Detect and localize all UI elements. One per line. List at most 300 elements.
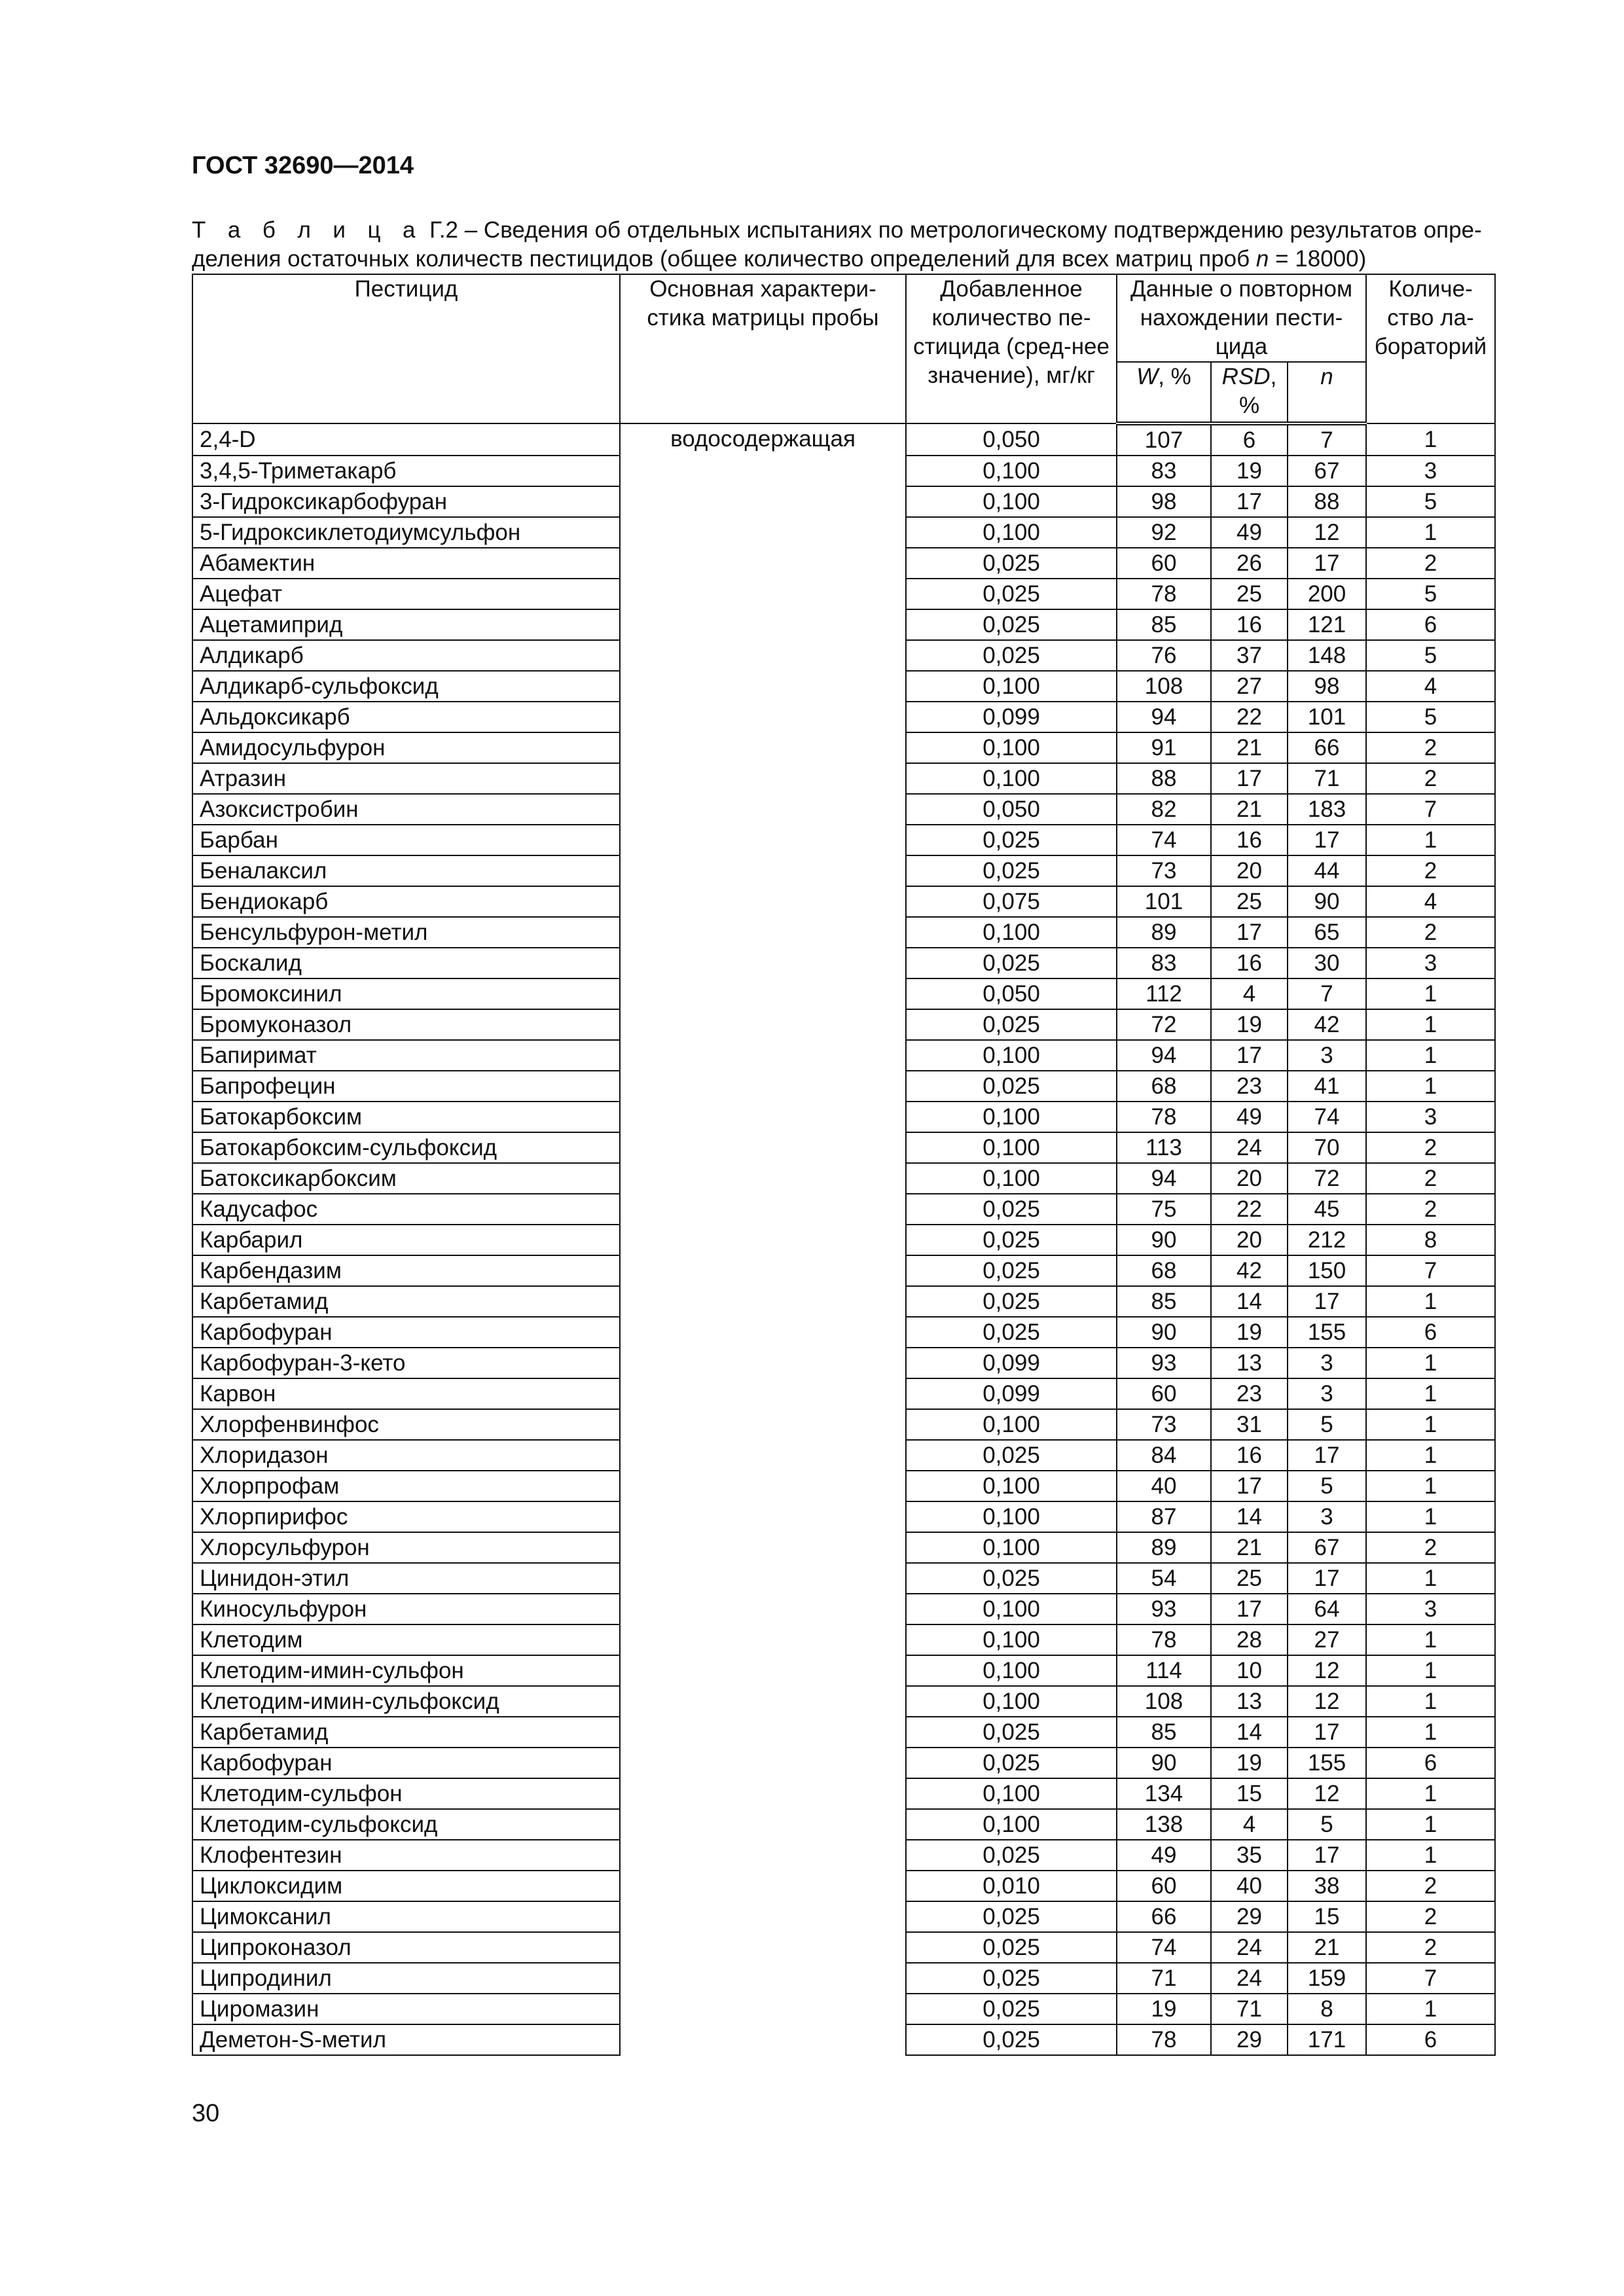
cell-pesticide: Карбетамид [192,1717,620,1748]
cell-pesticide: Карбарил [192,1225,620,1255]
cell-w: 94 [1117,1163,1211,1194]
header-n [1288,362,1366,423]
cell-w: 75 [1117,1194,1211,1225]
cell-rsd: 15 [1211,1778,1288,1809]
cell-added-amount: 0,100 [906,1686,1117,1717]
cell-w: 85 [1117,1717,1211,1748]
cell-n: 17 [1288,825,1366,855]
cell-pesticide: Боскалид [192,948,620,978]
header-rsd [1211,362,1288,423]
header-repeat-findings: Данные о повторном нахождении пести-цида [1117,274,1366,362]
cell-added-amount: 0,099 [906,1378,1117,1409]
cell-n: 17 [1288,548,1366,579]
cell-w: 90 [1117,1748,1211,1778]
cell-added-amount: 0,025 [906,1286,1117,1317]
cell-added-amount: 0,025 [906,1840,1117,1871]
header-w-unit: , % [1158,364,1191,389]
cell-labs: 2 [1366,1871,1495,1901]
cell-n: 42 [1288,1009,1366,1040]
cell-pesticide: Клетодим-сульфон [192,1778,620,1809]
cell-pesticide: Деметон-S-метил [192,2024,620,2055]
cell-added-amount: 0,025 [906,1194,1117,1225]
cell-pesticide: Ацетамиприд [192,609,620,640]
cell-pesticide: Амидосульфурон [192,732,620,763]
cell-n: 41 [1288,1071,1366,1102]
cell-labs: 5 [1366,579,1495,609]
cell-pesticide: Цинидон-этил [192,1563,620,1594]
cell-rsd: 19 [1211,1317,1288,1348]
cell-labs: 1 [1366,1040,1495,1071]
cell-rsd: 24 [1211,1932,1288,1963]
cell-pesticide: Бенсульфурон-метил [192,917,620,948]
cell-pesticide: Хлорсульфурон [192,1532,620,1563]
cell-rsd: 19 [1211,456,1288,486]
cell-rsd: 14 [1211,1286,1288,1317]
cell-pesticide: Карбофуран [192,1748,620,1778]
cell-n: 44 [1288,855,1366,886]
cell-labs: 1 [1366,1071,1495,1102]
cell-pesticide: Карбендазим [192,1255,620,1286]
cell-w: 94 [1117,702,1211,732]
cell-pesticide: Азоксистробин [192,794,620,825]
cell-labs: 1 [1366,1624,1495,1655]
cell-n: 5 [1288,1409,1366,1440]
cell-labs: 3 [1366,456,1495,486]
cell-labs: 1 [1366,825,1495,855]
cell-labs: 2 [1366,732,1495,763]
cell-n: 98 [1288,671,1366,702]
cell-rsd: 16 [1211,948,1288,978]
cell-w: 83 [1117,456,1211,486]
cell-n: 121 [1288,609,1366,640]
cell-rsd: 17 [1211,1594,1288,1624]
cell-n: 159 [1288,1963,1366,1994]
cell-pesticide: Циклоксидим [192,1871,620,1901]
cell-w: 113 [1117,1132,1211,1163]
cell-rsd: 22 [1211,702,1288,732]
cell-n: 171 [1288,2024,1366,2055]
cell-added-amount: 0,025 [906,1225,1117,1255]
cell-w: 107 [1117,423,1211,456]
cell-added-amount: 0,100 [906,917,1117,948]
cell-pesticide: Батокарбоксим [192,1102,620,1132]
cell-added-amount: 0,050 [906,978,1117,1009]
cell-w: 82 [1117,794,1211,825]
cell-added-amount: 0,010 [906,1871,1117,1901]
header-rsd-symbol: RSD [1221,364,1271,389]
cell-added-amount: 0,025 [906,1994,1117,2024]
cell-pesticide: 5-Гидроксиклетодиумсульфон [192,517,620,548]
cell-w: 89 [1117,917,1211,948]
cell-rsd: 14 [1211,1717,1288,1748]
cell-n: 3 [1288,1378,1366,1409]
cell-added-amount: 0,025 [906,1563,1117,1594]
cell-added-amount: 0,100 [906,1624,1117,1655]
cell-pesticide: Бромуконазол [192,1009,620,1040]
header-w-symbol: W [1136,364,1159,389]
cell-pesticide: Ципродинил [192,1963,620,1994]
cell-rsd: 4 [1211,1809,1288,1840]
cell-pesticide: Хлорфенвинфос [192,1409,620,1440]
cell-added-amount: 0,075 [906,886,1117,917]
cell-rsd: 14 [1211,1501,1288,1532]
cell-n: 30 [1288,948,1366,978]
cell-pesticide: Абамектин [192,548,620,579]
cell-labs: 1 [1366,1686,1495,1717]
pesticide-table [192,274,1496,2056]
cell-added-amount: 0,100 [906,517,1117,548]
cell-labs: 2 [1366,1532,1495,1563]
cell-added-amount: 0,100 [906,1778,1117,1809]
cell-labs: 3 [1366,1594,1495,1624]
cell-pesticide: Алдикарб-сульфоксид [192,671,620,702]
cell-w: 71 [1117,1963,1211,1994]
cell-added-amount: 0,050 [906,423,1117,456]
cell-labs: 1 [1366,1655,1495,1686]
cell-w: 73 [1117,855,1211,886]
table-label: Т а б л и ц а [192,217,424,243]
cell-rsd: 35 [1211,1840,1288,1871]
cell-labs: 7 [1366,1255,1495,1286]
cell-n: 38 [1288,1871,1366,1901]
cell-added-amount: 0,025 [906,1932,1117,1963]
cell-added-amount: 0,025 [906,1963,1117,1994]
cell-n: 3 [1288,1348,1366,1378]
cell-n: 183 [1288,794,1366,825]
cell-labs: 1 [1366,517,1495,548]
cell-n: 150 [1288,1255,1366,1286]
cell-rsd: 21 [1211,732,1288,763]
cell-pesticide: Киносульфурон [192,1594,620,1624]
cell-added-amount: 0,100 [906,456,1117,486]
cell-rsd: 17 [1211,1040,1288,1071]
cell-rsd: 19 [1211,1009,1288,1040]
cell-pesticide: Клофентезин [192,1840,620,1871]
cell-n: 67 [1288,1532,1366,1563]
cell-n: 65 [1288,917,1366,948]
cell-labs: 8 [1366,1225,1495,1255]
cell-n: 70 [1288,1132,1366,1163]
cell-w: 83 [1117,948,1211,978]
cell-pesticide: Кадусафос [192,1194,620,1225]
cell-rsd: 29 [1211,1901,1288,1932]
cell-labs: 1 [1366,1809,1495,1840]
cell-rsd: 26 [1211,548,1288,579]
cell-rsd: 13 [1211,1348,1288,1378]
cell-rsd: 10 [1211,1655,1288,1686]
cell-added-amount: 0,100 [906,1040,1117,1071]
cell-labs: 2 [1366,763,1495,794]
cell-w: 85 [1117,609,1211,640]
cell-pesticide: Клетодим-имин-сульфон [192,1655,620,1686]
cell-pesticide: Цимоксанил [192,1901,620,1932]
cell-pesticide: 3-Гидроксикарбофуран [192,486,620,517]
cell-w: 54 [1117,1563,1211,1594]
cell-n: 12 [1288,1655,1366,1686]
cell-w: 112 [1117,978,1211,1009]
cell-labs: 2 [1366,1163,1495,1194]
cell-w: 78 [1117,579,1211,609]
cell-n: 67 [1288,456,1366,486]
cell-w: 114 [1117,1655,1211,1686]
cell-pesticide: Альдоксикарб [192,702,620,732]
cell-labs: 2 [1366,1132,1495,1163]
table-body [192,423,1495,2055]
cell-labs: 6 [1366,1748,1495,1778]
table-number: Г.2 [423,217,459,243]
cell-n: 17 [1288,1440,1366,1471]
cell-n: 12 [1288,1686,1366,1717]
cell-w: 90 [1117,1317,1211,1348]
cell-n: 15 [1288,1901,1366,1932]
caption-line-2a: деления остаточных количеств пестицидов (общее количество определений для всех матриц проб [192,246,1256,272]
cell-labs: 1 [1366,1286,1495,1317]
cell-rsd: 24 [1211,1132,1288,1163]
cell-pesticide: Бромоксинил [192,978,620,1009]
header-rsd-unit: , % [1238,364,1277,418]
cell-rsd: 23 [1211,1071,1288,1102]
cell-added-amount: 0,100 [906,1471,1117,1501]
cell-labs: 1 [1366,1378,1495,1409]
cell-n: 212 [1288,1225,1366,1255]
cell-n: 200 [1288,579,1366,609]
cell-n: 3 [1288,1040,1366,1071]
cell-w: 72 [1117,1009,1211,1040]
cell-n: 74 [1288,1102,1366,1132]
cell-rsd: 29 [1211,2024,1288,2055]
cell-added-amount: 0,100 [906,1163,1117,1194]
cell-labs: 5 [1366,640,1495,671]
cell-rsd: 17 [1211,917,1288,948]
cell-added-amount: 0,025 [906,1748,1117,1778]
cell-pesticide: Клетодим [192,1624,620,1655]
cell-n: 45 [1288,1194,1366,1225]
cell-n: 155 [1288,1748,1366,1778]
cell-w: 66 [1117,1901,1211,1932]
cell-w: 60 [1117,548,1211,579]
cell-added-amount: 0,025 [906,948,1117,978]
cell-pesticide: Бендиокарб [192,886,620,917]
cell-pesticide: Хлорпрофам [192,1471,620,1501]
cell-rsd: 21 [1211,794,1288,825]
cell-added-amount: 0,025 [906,609,1117,640]
cell-labs: 3 [1366,1102,1495,1132]
cell-rsd: 16 [1211,609,1288,640]
cell-n: 17 [1288,1563,1366,1594]
cell-added-amount: 0,025 [906,579,1117,609]
cell-pesticide: Карбофуран-3-кето [192,1348,620,1378]
cell-labs: 4 [1366,886,1495,917]
cell-pesticide: Ципроконазол [192,1932,620,1963]
cell-labs: 1 [1366,978,1495,1009]
cell-rsd: 19 [1211,1748,1288,1778]
cell-labs: 6 [1366,609,1495,640]
cell-w: 93 [1117,1348,1211,1378]
cell-labs: 1 [1366,1471,1495,1501]
cell-n: 21 [1288,1932,1366,1963]
cell-added-amount: 0,025 [906,855,1117,886]
cell-n: 148 [1288,640,1366,671]
cell-w: 73 [1117,1409,1211,1440]
cell-w: 78 [1117,1102,1211,1132]
cell-w: 108 [1117,1686,1211,1717]
cell-added-amount: 0,025 [906,1717,1117,1748]
cell-n: 3 [1288,1501,1366,1532]
cell-n: 17 [1288,1717,1366,1748]
cell-added-amount: 0,025 [906,1317,1117,1348]
table-row [192,423,1495,456]
cell-added-amount: 0,100 [906,1532,1117,1563]
cell-n: 12 [1288,517,1366,548]
cell-n: 7 [1288,978,1366,1009]
cell-labs: 7 [1366,1963,1495,1994]
cell-added-amount: 0,100 [906,732,1117,763]
cell-n: 64 [1288,1594,1366,1624]
caption-line-2b: = 18000) [1269,246,1367,272]
cell-added-amount: 0,100 [906,1501,1117,1532]
cell-added-amount: 0,025 [906,1901,1117,1932]
header-n-symbol: n [1320,364,1333,389]
cell-n: 71 [1288,763,1366,794]
cell-pesticide: Карбофуран [192,1317,620,1348]
cell-w: 138 [1117,1809,1211,1840]
cell-rsd: 22 [1211,1194,1288,1225]
cell-labs: 1 [1366,1778,1495,1809]
cell-labs: 1 [1366,1563,1495,1594]
cell-w: 90 [1117,1225,1211,1255]
header-labs: Количе-ство ла-бораторий [1366,274,1495,423]
cell-w: 68 [1117,1071,1211,1102]
cell-rsd: 20 [1211,1163,1288,1194]
cell-w: 60 [1117,1378,1211,1409]
cell-rsd: 49 [1211,517,1288,548]
cell-pesticide: Ацефат [192,579,620,609]
cell-w: 74 [1117,825,1211,855]
cell-added-amount: 0,100 [906,1655,1117,1686]
cell-rsd: 21 [1211,1532,1288,1563]
cell-labs: 1 [1366,1994,1495,2024]
cell-w: 78 [1117,1624,1211,1655]
cell-pesticide: Карвон [192,1378,620,1409]
cell-rsd: 13 [1211,1686,1288,1717]
cell-pesticide: Клетодим-сульфоксид [192,1809,620,1840]
cell-added-amount: 0,025 [906,1440,1117,1471]
caption-n: n [1255,246,1269,272]
cell-added-amount: 0,025 [906,640,1117,671]
cell-w: 49 [1117,1840,1211,1871]
cell-w: 94 [1117,1040,1211,1071]
cell-pesticide: 3,4,5-Триметакарб [192,456,620,486]
cell-added-amount: 0,025 [906,1255,1117,1286]
cell-rsd: 25 [1211,886,1288,917]
cell-labs: 2 [1366,855,1495,886]
cell-added-amount: 0,025 [906,825,1117,855]
cell-pesticide: Циромазин [192,1994,620,2024]
cell-labs: 3 [1366,948,1495,978]
cell-rsd: 6 [1211,423,1288,456]
cell-rsd: 17 [1211,763,1288,794]
cell-matrix: водосодержащая [620,423,906,2055]
cell-rsd: 20 [1211,1225,1288,1255]
cell-added-amount: 0,099 [906,1348,1117,1378]
cell-w: 108 [1117,671,1211,702]
cell-n: 5 [1288,1809,1366,1840]
cell-n: 90 [1288,886,1366,917]
cell-rsd: 16 [1211,1440,1288,1471]
cell-rsd: 4 [1211,978,1288,1009]
cell-labs: 1 [1366,1009,1495,1040]
cell-pesticide: Батокарбоксим-сульфоксид [192,1132,620,1163]
header-matrix: Основная характери-стика матрицы пробы [620,274,906,423]
cell-w: 76 [1117,640,1211,671]
cell-labs: 1 [1366,1501,1495,1532]
document-title: ГОСТ 32690—2014 [192,152,414,179]
cell-labs: 2 [1366,1901,1495,1932]
cell-rsd: 42 [1211,1255,1288,1286]
cell-labs: 1 [1366,1409,1495,1440]
cell-labs: 7 [1366,794,1495,825]
cell-pesticide: Атразин [192,763,620,794]
cell-labs: 6 [1366,1317,1495,1348]
cell-labs: 5 [1366,702,1495,732]
cell-rsd: 28 [1211,1624,1288,1655]
cell-n: 17 [1288,1286,1366,1317]
cell-added-amount: 0,100 [906,763,1117,794]
cell-added-amount: 0,025 [906,1009,1117,1040]
cell-n: 27 [1288,1624,1366,1655]
cell-w: 19 [1117,1994,1211,2024]
cell-w: 93 [1117,1594,1211,1624]
cell-labs: 4 [1366,671,1495,702]
cell-rsd: 25 [1211,579,1288,609]
cell-added-amount: 0,025 [906,2024,1117,2055]
page-number: 30 [192,2100,220,2127]
cell-added-amount: 0,025 [906,548,1117,579]
cell-w: 60 [1117,1871,1211,1901]
cell-rsd: 17 [1211,1471,1288,1501]
cell-w: 85 [1117,1286,1211,1317]
cell-w: 87 [1117,1501,1211,1532]
cell-n: 7 [1288,423,1366,456]
cell-pesticide: Клетодим-имин-сульфоксид [192,1686,620,1717]
cell-labs: 1 [1366,1840,1495,1871]
header-added-amount: Добавленное количество пе-стицида (сред-нее значение), мг/кг [906,274,1117,423]
cell-w: 88 [1117,763,1211,794]
cell-n: 88 [1288,486,1366,517]
table-caption [192,216,1494,274]
cell-rsd: 49 [1211,1102,1288,1132]
cell-n: 12 [1288,1778,1366,1809]
cell-w: 134 [1117,1778,1211,1809]
cell-pesticide: 2,4-D [192,423,620,456]
cell-pesticide: Беналаксил [192,855,620,886]
cell-n: 17 [1288,1840,1366,1871]
cell-w: 68 [1117,1255,1211,1286]
cell-added-amount: 0,100 [906,1594,1117,1624]
cell-n: 72 [1288,1163,1366,1194]
cell-w: 91 [1117,732,1211,763]
cell-rsd: 23 [1211,1378,1288,1409]
cell-w: 89 [1117,1532,1211,1563]
cell-labs: 2 [1366,1932,1495,1963]
cell-w: 74 [1117,1932,1211,1963]
cell-pesticide: Хлоридазон [192,1440,620,1471]
cell-pesticide: Карбетамид [192,1286,620,1317]
cell-labs: 1 [1366,1440,1495,1471]
cell-added-amount: 0,100 [906,486,1117,517]
header-w [1117,362,1211,423]
cell-labs: 1 [1366,1348,1495,1378]
